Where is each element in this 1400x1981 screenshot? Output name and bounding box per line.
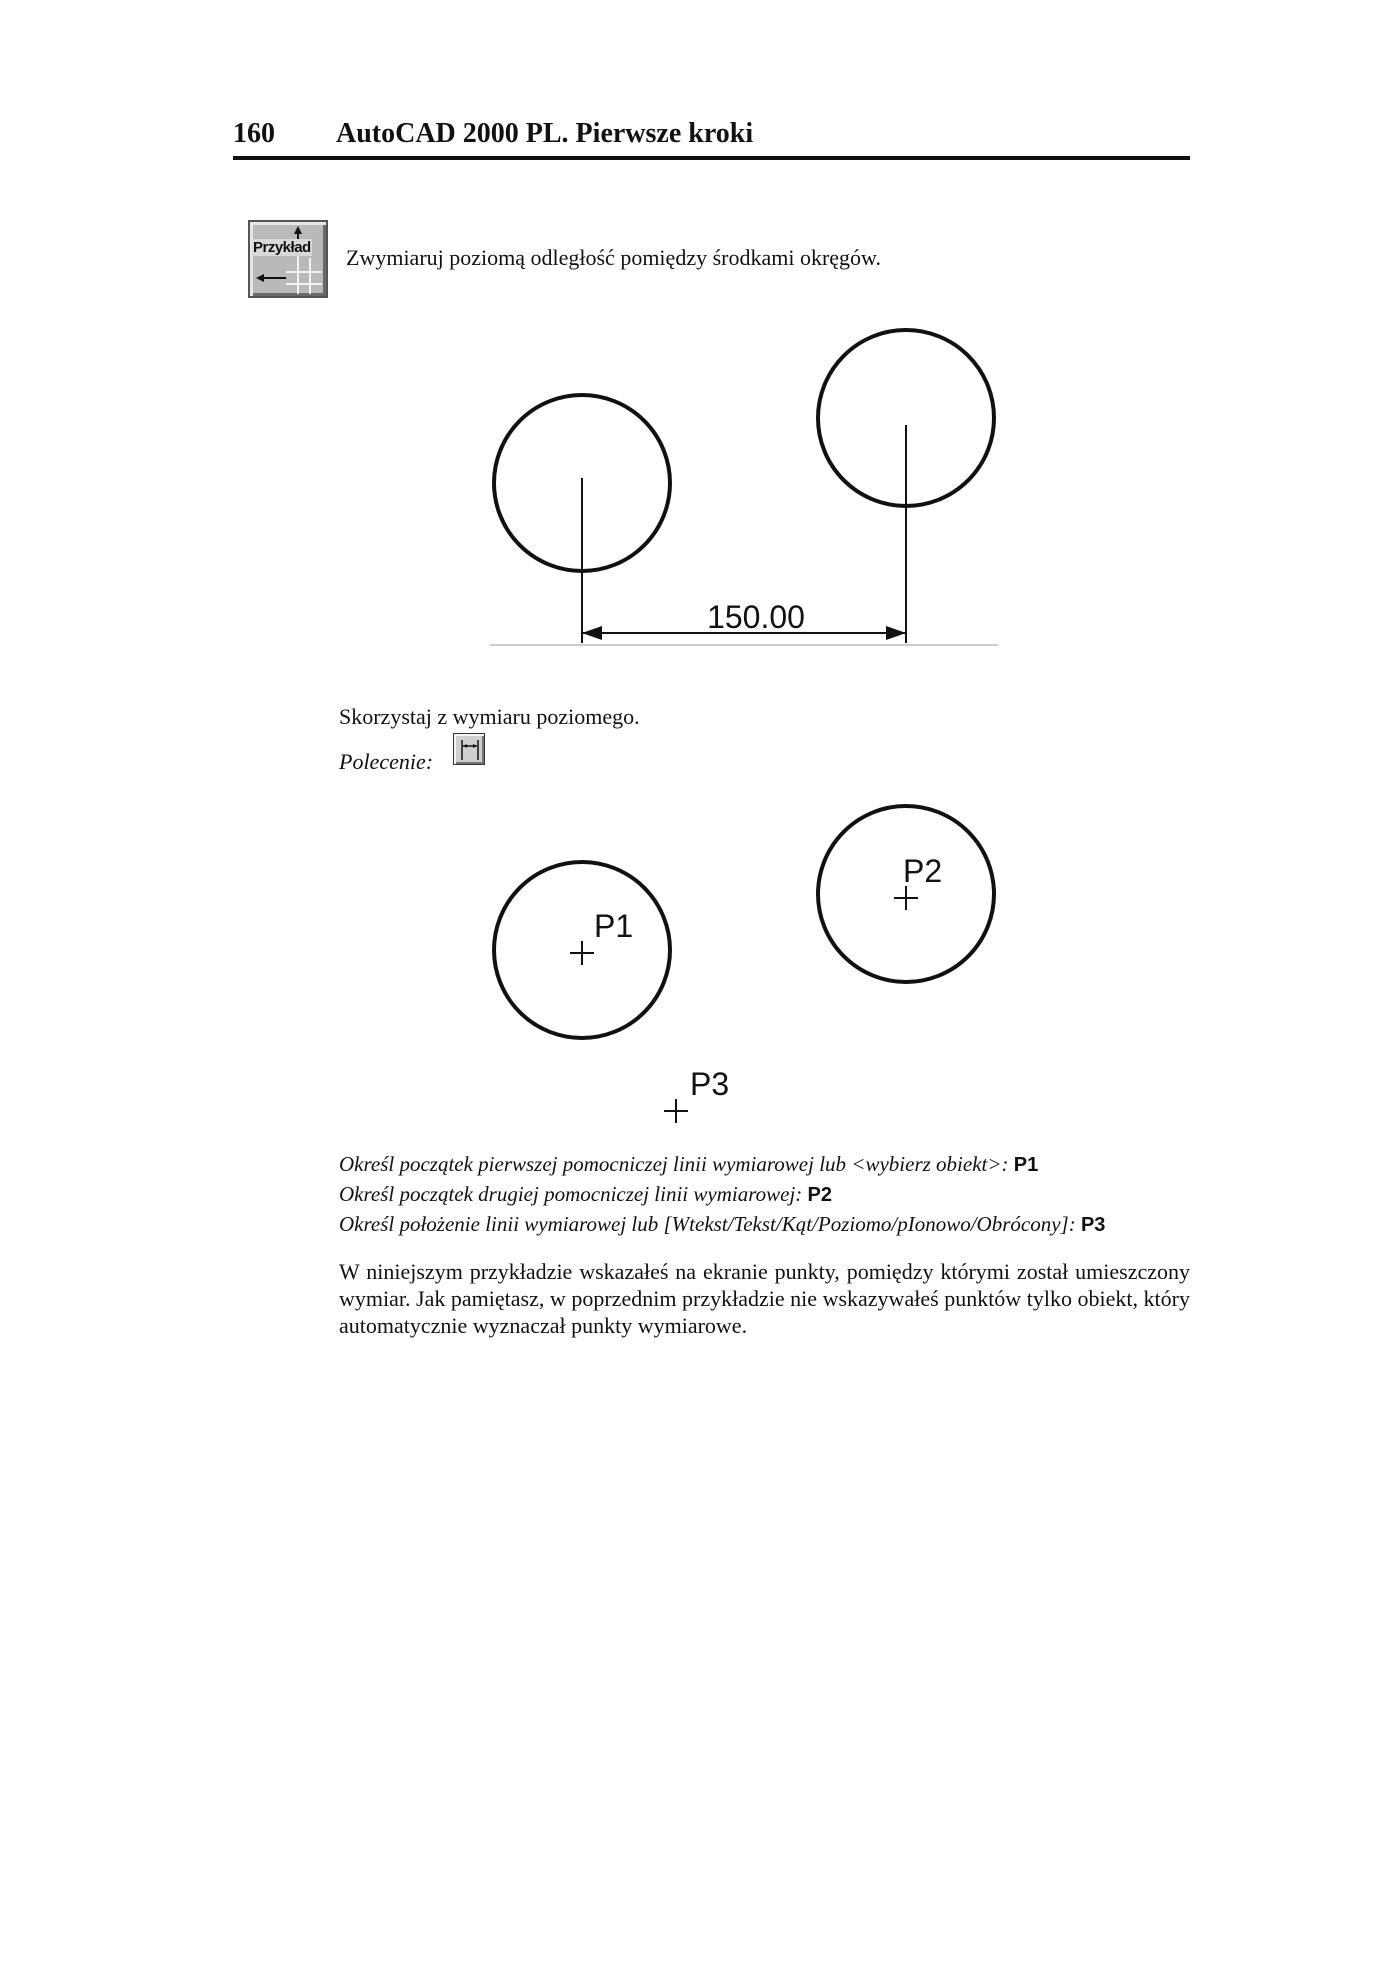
circle-left [494, 862, 670, 1038]
linear-dimension-tool-icon[interactable] [453, 733, 485, 765]
command-label: Polecenie: [339, 749, 434, 774]
circle-right [818, 330, 994, 506]
book-title: AutoCAD 2000 PL. Pierwsze kroki [336, 118, 754, 149]
circle-left [494, 395, 670, 571]
example-badge-label: Przykład [253, 239, 311, 256]
point-label-p1: P1 [594, 908, 634, 944]
dimension-value: 150.00 [707, 599, 805, 635]
use-dimension-text: Skorzystaj z wymiaru poziomego. [339, 704, 640, 729]
point-label-p3: P3 [690, 1066, 730, 1102]
point-marker-p1 [570, 941, 594, 965]
prompt-line [339, 1152, 1038, 1177]
prompt-point: P1 [1013, 1154, 1039, 1176]
circle-right [818, 806, 994, 982]
prompt-line [339, 1182, 832, 1207]
point-label-p2: P2 [903, 853, 943, 889]
prompt-text: Określ początek drugiej pomocniczej linii wymiarowej: [339, 1182, 803, 1206]
prompt-point: P2 [807, 1184, 832, 1206]
body-paragraph: W niniejszym przykładzie wskazałeś na ekranie punkty, pomiędzy którymi został umieszczony wymiar. Jak pamiętasz, w poprzednim przykładzie nie wskazywałeś punktów tylko obiekt, który automatycznie wyznaczał punkty wymiarowe. [339, 1259, 1190, 1338]
prompt-text: Określ położenie linii wymiarowej lub [Wtekst/Tekst/Kąt/Poziomo/pIonowo/Obrócony]: [339, 1212, 1076, 1236]
page-number: 160 [233, 118, 275, 149]
task-text: Zwymiaruj poziomą odległość pomiędzy środkami okręgów. [346, 245, 882, 270]
example-badge [248, 220, 328, 298]
prompt-text: Określ początek pierwszej pomocniczej linii wymiarowej lub <wybierz obiekt>: [339, 1152, 1009, 1176]
header-rule [233, 156, 1190, 160]
point-marker-p3 [664, 1099, 688, 1123]
prompt-point: P3 [1080, 1214, 1106, 1236]
arrow-left [582, 626, 602, 640]
arrow-right [886, 626, 906, 640]
example-grid-icon [250, 222, 330, 300]
point-marker-p2 [894, 886, 918, 910]
prompt-line [339, 1212, 1105, 1237]
